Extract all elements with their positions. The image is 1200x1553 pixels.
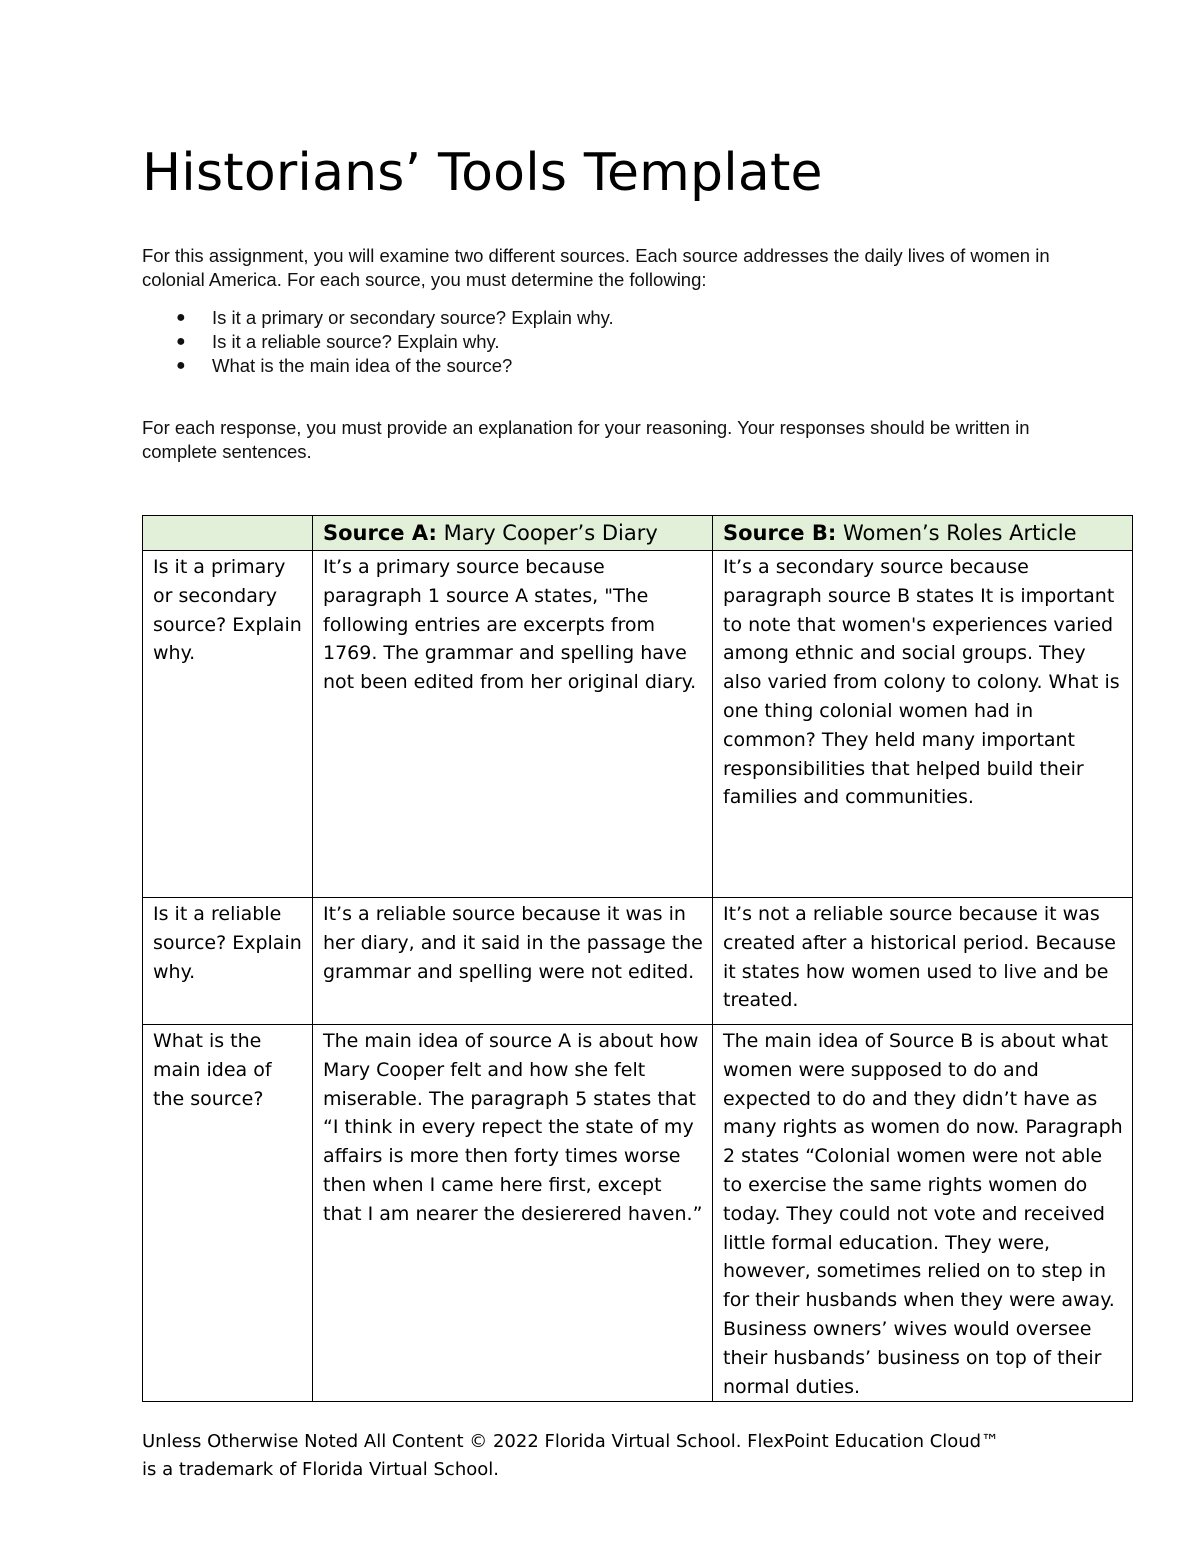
header-source-b-label: Source B: [723,521,837,545]
source-a-answer-cell: It’s a primary source because paragraph 1 source A states, "The following entries are excerpts from 1769. The grammar and spelling have not been edited from her original diary. [313,551,713,898]
source-b-answer-cell: The main idea of Source B is about what women were supposed to do and expected to do and they didn’t have as many rights as women do now. Paragraph 2 states “Colonial women were not able to exercise the same rights women do today. They could not vote and received little formal education. They were, however, sometimes relied on to step in for their husbands when they were away. Business owners’ wives would oversee their husbands’ business on top of their normal duties. [713,1025,1133,1402]
bullet-icon: ● [176,309,186,326]
header-source-a [313,516,713,551]
list-item [142,354,614,378]
copyright-footer [142,1428,1102,1484]
bullet-icon: ● [176,357,186,374]
header-source-a-name: Mary Cooper’s Diary [436,521,658,545]
page-title: Historians’ Tools Template [142,143,823,203]
header-empty-cell [143,516,313,551]
question-cell: Is it a reliable source? Explain why. [143,898,313,1025]
bullet-text: Is it a primary or secondary source? Explain why. [212,307,614,328]
list-item [142,306,614,330]
footer-line-2: is a trademark of Florida Virtual School. [142,1459,499,1480]
source-a-answer-cell: The main idea of source A is about how Mary Cooper felt and how she felt miserable. The paragraph 5 states that “I think in every repect the state of my affairs is more then forty times worse then when I came here first, except that I am nearer the desierered haven.” [313,1025,713,1402]
instructions-paragraph: For each response, you must provide an explanation for your reasoning. Your responses should be written in complete sentences. [142,417,1030,462]
source-b-answer-cell: It’s a secondary source because paragraph source B states It is important to note that women's experiences varied among ethnic and social groups. They also varied from colony to colony. What is one thing colonial women had in common? They held many important responsibilities that helped build their families and communities. [713,551,1133,898]
table-row [143,551,1133,898]
source-b-answer-cell: It’s not a reliable source because it was created after a historical period. Because it states how women used to live and be treated. [713,898,1133,1025]
table-row [143,898,1133,1025]
sources-table [142,515,1133,1402]
bullet-text: Is it a reliable source? Explain why. [212,331,500,352]
header-source-b [713,516,1133,551]
bullet-icon: ● [176,333,186,350]
question-list [142,306,614,378]
footer-line-1: Unless Otherwise Noted All Content © 2022 Florida Virtual School. FlexPoint Education Cloud™ [142,1431,1000,1452]
bullet-text: What is the main idea of the source? [212,355,513,376]
question-cell: Is it a primary or secondary source? Explain why. [143,551,313,898]
source-a-answer-cell: It’s a reliable source because it was in her diary, and it said in the passage the grammar and spelling were not edited. [313,898,713,1025]
header-source-b-name: Women’s Roles Article [836,521,1077,545]
table-row [143,1025,1133,1402]
intro-paragraph: For this assignment, you will examine two different sources. Each source addresses the daily lives of women in colonial America. For each source, you must determine the following: [142,245,1050,290]
header-source-a-label: Source A: [323,521,437,545]
question-cell: What is the main idea of the source? [143,1025,313,1402]
table-header-row [143,516,1133,551]
list-item [142,330,614,354]
